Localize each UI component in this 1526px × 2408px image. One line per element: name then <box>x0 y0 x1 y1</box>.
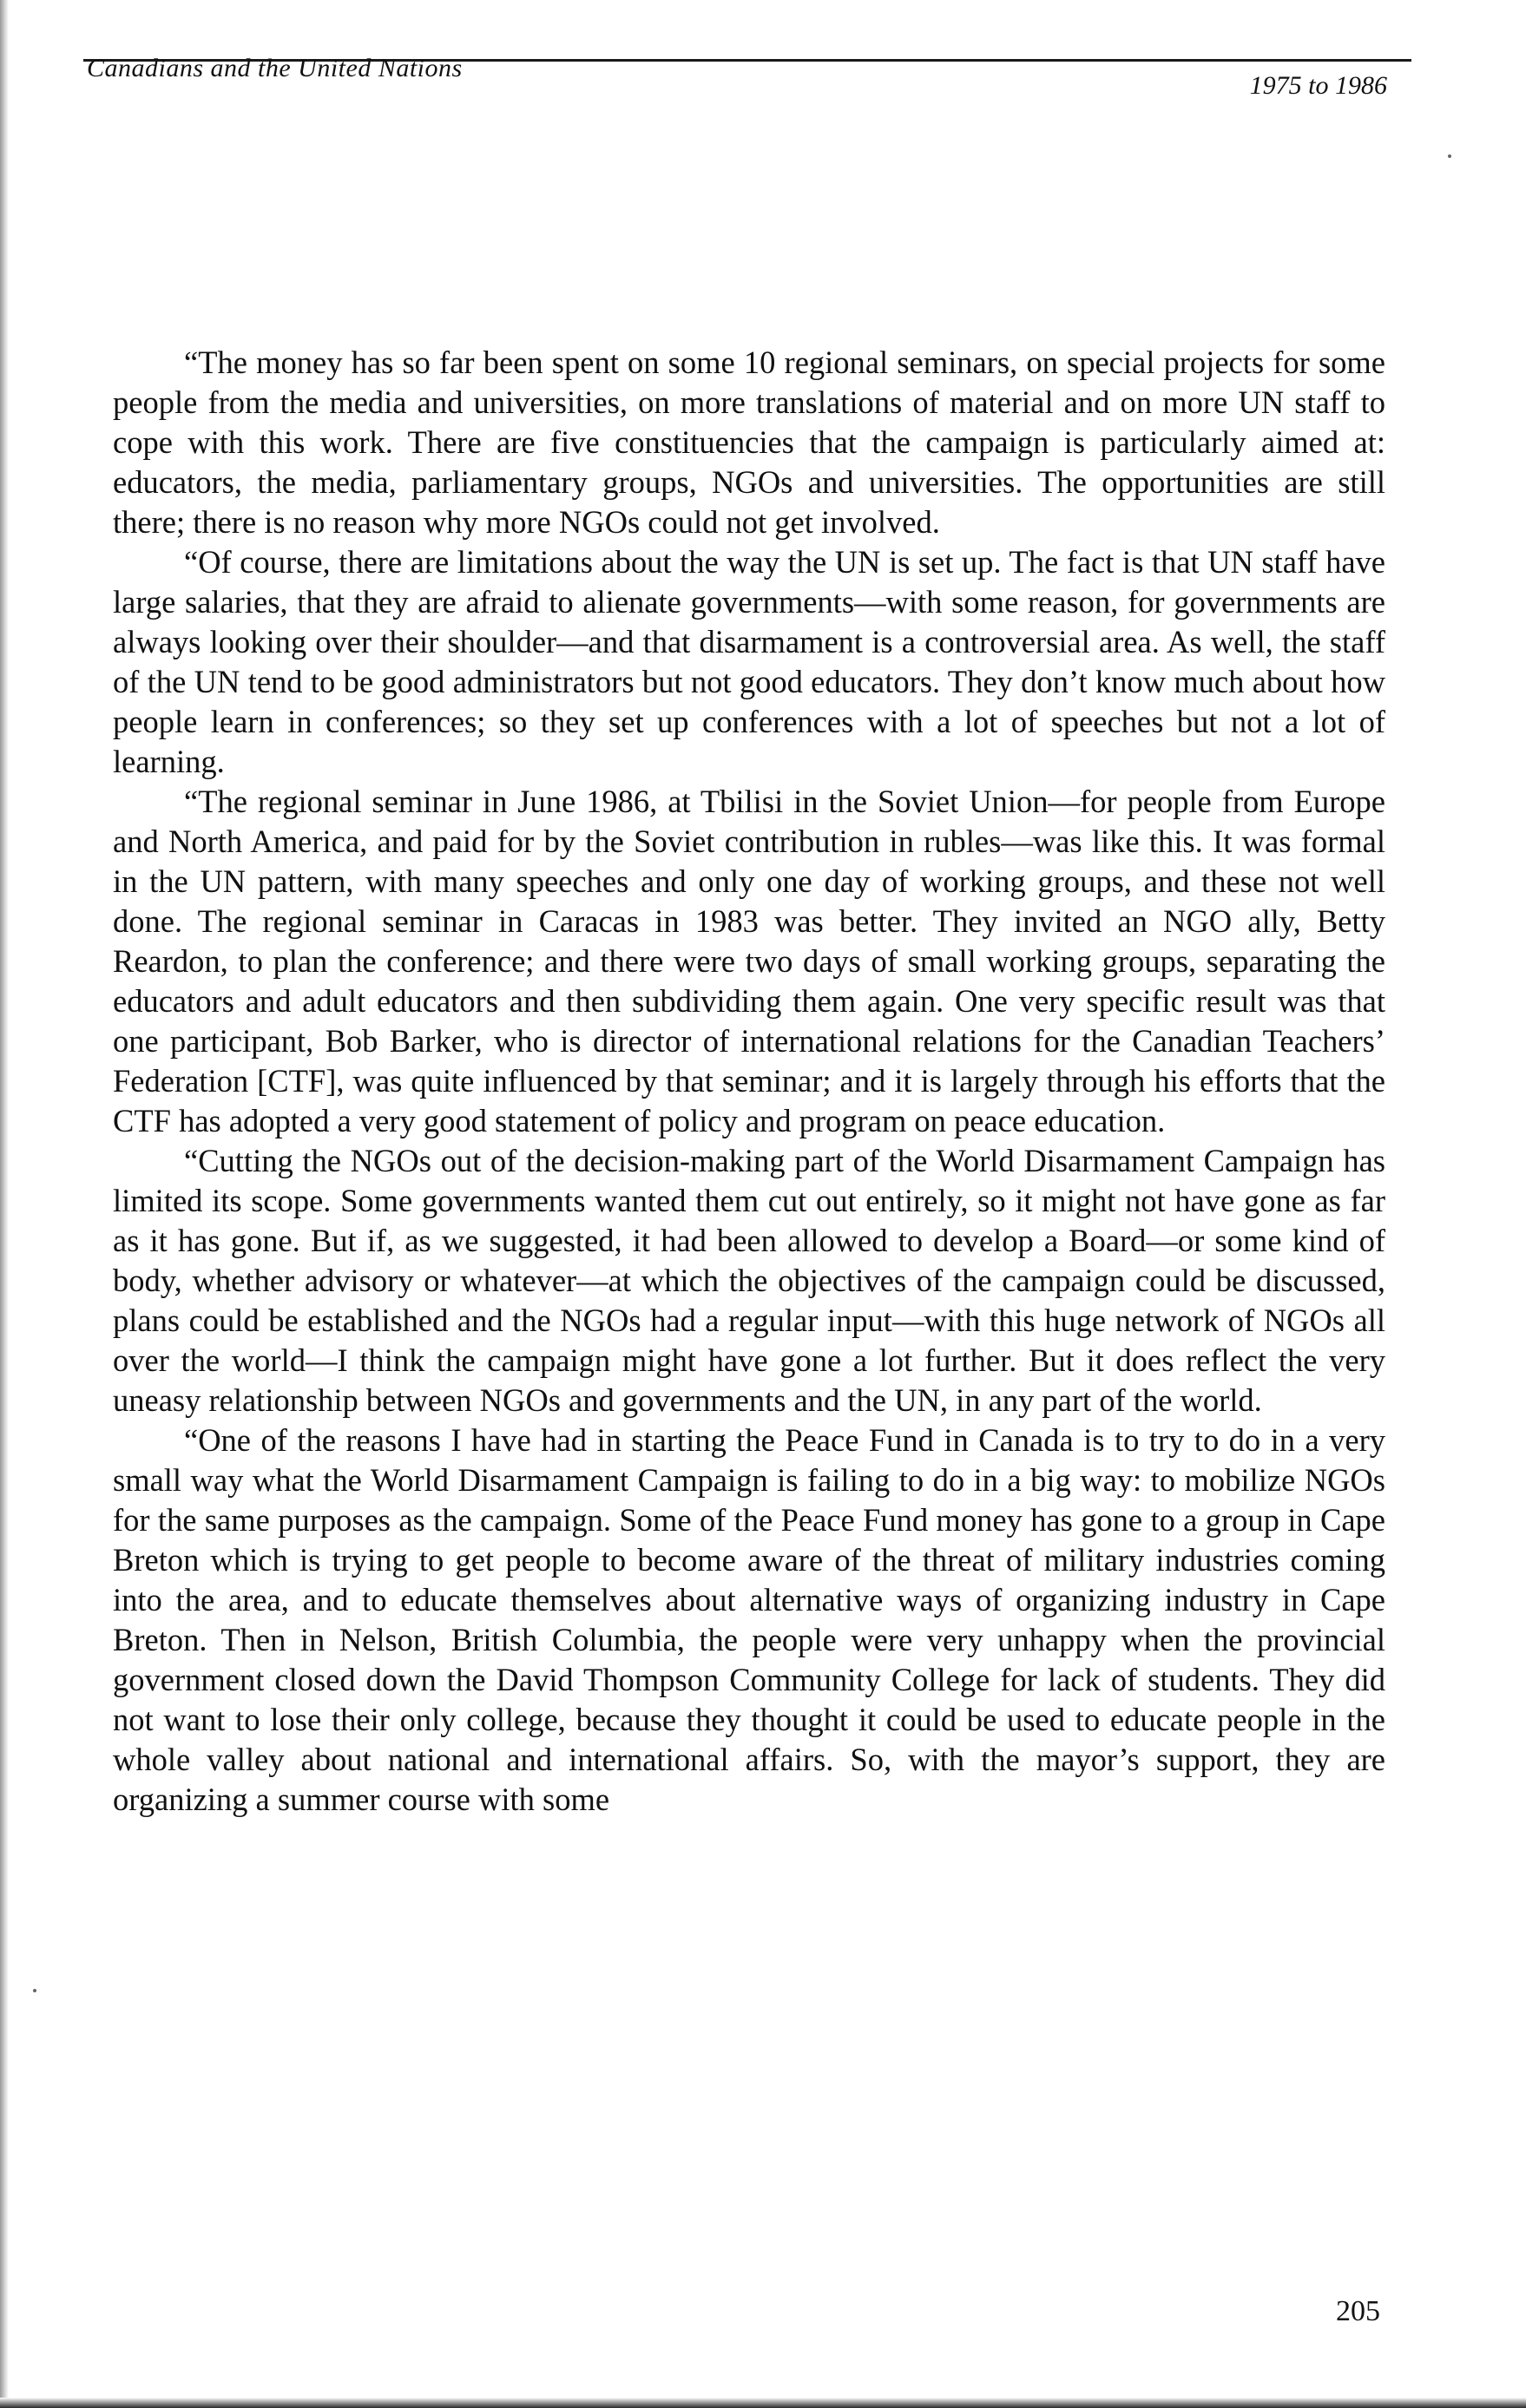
paragraph: “Of course, there are limitations about the way the UN is set up. The fact is that UN staff have large salaries, that they are afraid to alienate governments—with some reason, for governments are always looking over their shoulder—and that disarmament is a controversial area. As well, the staff of the UN tend to be good administrators but not good educators. They don’t know much about how people learn in conferences; so they set up conferences with a lot of speeches but not a lot of learning. <box>113 544 1385 779</box>
paragraph: “Cutting the NGOs out of the decision-making part of the World Disarmament Campaign has limited its scope. Some governments wanted them cut out entirely, so it might not have gone as far as it has gone. But if, as we suggested, it had been allowed to develop a Board—or some kind of body, whether advisory or whatever—at which the objectives of the campaign could be discussed, plans could be established and the NGOs had a regular input—with this huge network of NGOs all over the world—I think the campaign might have gone a lot further. But it does reflect the very uneasy relationship between NGOs and governments and the UN, in any part of the world. <box>113 1143 1385 1418</box>
page-number: 205 <box>1336 2295 1380 2327</box>
running-header-title: Canadians and the United Nations <box>87 54 463 82</box>
page-edge-shadow <box>0 0 9 2408</box>
scan-speck <box>33 1989 36 1992</box>
paragraph: “One of the reasons I have had in starting the Peace Fund in Canada is to try to do in a very small way what the World Disarmament Campaign is failing to do in a big way: to mobilize NGOs for the same purposes as the campaign. Some of the Peace Fund money has gone to a group in Cape Breton which is trying to get people to become aware of the threat of military industries coming into the area, and to educate themselves about alternative ways of organizing industry in Cape Breton. Then in Nelson, British Columbia, the people were very unhappy when the provincial government closed down the David Thompson Community College for lack of students. They did not want to lose their only college, because they thought it could be used to educate people in the whole valley about national and international affairs. So, with the mayor’s support, they are organizing a summer course with some <box>113 1422 1385 1817</box>
page-bottom-shadow <box>0 2398 1526 2408</box>
paragraph: “The regional seminar in June 1986, at Tbilisi in the Soviet Union—for people from Europe and North America, and paid for by the Soviet contribution in rubles—was like this. It was formal in the UN pattern, with many speeches and only one day of working groups, and these not well done. The regional seminar in Caracas in 1983 was better. They invited an NGO ally, Betty Reardon, to plan the conference; and there were two days of small working groups, separating the educators and adult educators and then subdividing them again. One very specific result was that one participant, Bob Barker, who is director of international relations for the Canadian Teachers’ Federation [CTF], was quite influenced by that seminar; and it is largely through his efforts that the CTF has adopted a very good statement of policy and program on peace education. <box>113 784 1385 1138</box>
scan-speck <box>1448 154 1451 158</box>
paragraph: “The money has so far been spent on some 10 regional seminars, on special projects for some people from the media and universities, on more translations of material and on more UN staff to cope with this work. There are five constituencies that the campaign is particularly aimed at: educators, the media, parliamentary groups, NGOs and universities. The opportunities are still there; there is no reason why more NGOs could not get involved. <box>113 344 1385 540</box>
body-text <box>113 343 1385 1820</box>
running-header-years: 1975 to 1986 <box>1249 71 1387 100</box>
